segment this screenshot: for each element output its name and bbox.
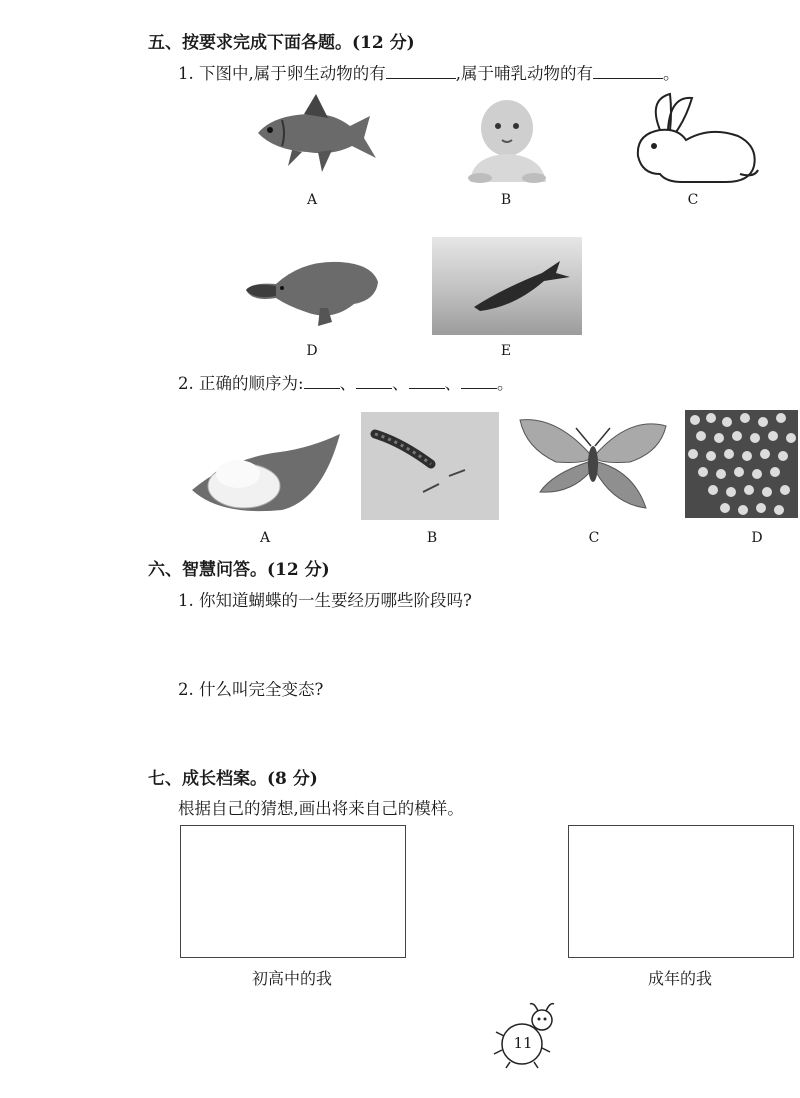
caption-adult: 成年的我 (647, 969, 712, 988)
label-c: C (687, 192, 699, 208)
baby-image (462, 94, 552, 184)
whale-image (432, 237, 582, 335)
section7-title: 七、成长档案。(8 分) (148, 769, 318, 789)
label-q2-c: C (588, 530, 600, 546)
q2-end: 。 (497, 374, 514, 393)
label-e: E (500, 343, 512, 359)
label-d: D (306, 343, 318, 359)
order-blank-3[interactable] (409, 374, 445, 389)
platypus-image (242, 242, 382, 332)
larva-image (361, 412, 499, 520)
drawing-box-adult[interactable] (568, 825, 794, 958)
section6-q1: 1. 你知道蝴蝶的一生要经历哪些阶段吗? (178, 591, 472, 610)
rabbit-image (630, 90, 766, 186)
q2-prefix: 2. 正确的顺序为: (178, 374, 304, 393)
q2-sep-1: 、 (339, 374, 357, 393)
cocoon-image (190, 430, 342, 516)
page-number: 11 (513, 1034, 533, 1052)
caption-teen: 初高中的我 (251, 969, 332, 988)
q1-line (178, 60, 679, 84)
q2-line (178, 370, 514, 394)
q2-sep-2: 、 (392, 374, 409, 393)
order-blank-4[interactable] (461, 374, 497, 389)
label-a: A (306, 192, 318, 208)
answer-blank-mammal[interactable] (593, 64, 663, 79)
section5-title: 五、按要求完成下面各题。(12 分) (148, 33, 415, 53)
label-q2-d: D (751, 530, 763, 546)
q1-end: 。 (662, 64, 680, 83)
label-b: B (500, 192, 512, 208)
section6-title: 六、智慧问答。(12 分) (148, 560, 330, 580)
moth-image (516, 414, 670, 516)
q2-sep-3: 、 (444, 374, 462, 393)
section7-instruction: 根据自己的猜想,画出将来自己的模样。 (178, 799, 464, 818)
eggs-image (685, 410, 798, 518)
q1-mid: ,属于哺乳动物的有 (455, 64, 593, 83)
section6-q2: 2. 什么叫完全变态? (178, 680, 324, 699)
label-q2-b: B (426, 530, 438, 546)
drawing-box-teen[interactable] (180, 825, 406, 958)
q1-prefix: 1. 下图中,属于卵生动物的有 (178, 64, 386, 83)
label-q2-a: A (259, 530, 271, 546)
order-blank-1[interactable] (304, 374, 340, 389)
answer-blank-oviparous[interactable] (386, 64, 456, 79)
order-blank-2[interactable] (356, 374, 392, 389)
fish-image (252, 88, 380, 183)
